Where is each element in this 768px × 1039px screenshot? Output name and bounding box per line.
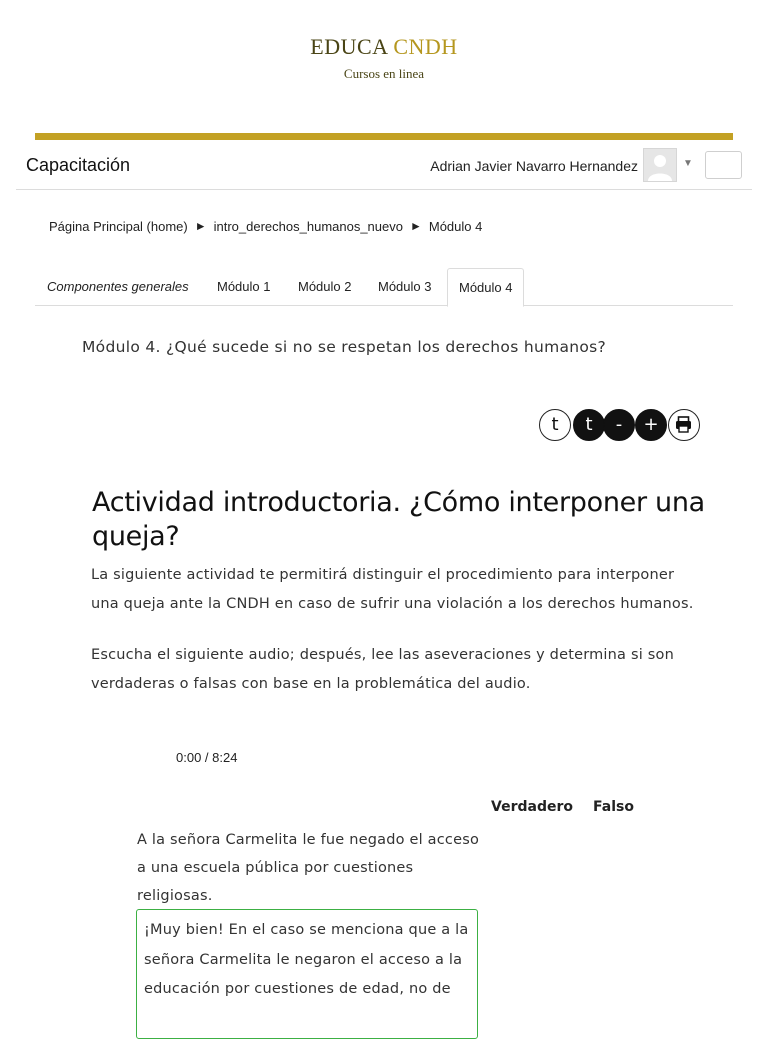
activity-intro-paragraph: La siguiente actividad te permitirá distinguir el procedimiento para interponer una queja ante la CNDH en caso de sufrir una violación a los derechos humanos. <box>91 567 694 612</box>
activity-heading: Actividad introductoria. ¿Cómo interponer una queja? <box>92 487 705 552</box>
nav-menu-button[interactable] <box>705 151 742 179</box>
breadcrumb-current[interactable]: Módulo 4 <box>428 219 483 234</box>
breadcrumb-course[interactable]: intro_derechos_humanos_nuevo <box>213 219 403 234</box>
accessibility-toolbar <box>539 409 703 443</box>
text-decrease-icon[interactable]: t <box>539 409 571 441</box>
tab-modulo-3[interactable]: Módulo 3 <box>378 279 432 294</box>
column-verdadero: Verdadero <box>491 799 573 815</box>
module-tabs <box>35 268 733 306</box>
text-increase-icon[interactable]: t <box>573 409 605 441</box>
breadcrumb-separator-icon: ► <box>409 219 422 233</box>
breadcrumb <box>49 219 482 234</box>
feedback-correct-box <box>136 909 478 1039</box>
brand-word-educa: EDUCA <box>310 34 388 59</box>
navbar-title[interactable]: Capacitación <box>26 155 131 175</box>
feedback-text: ¡Muy bien! En el caso se menciona que a la señora Carmelita le negaron el acceso a la educación por cuestiones de edad, no de <box>144 922 469 997</box>
breadcrumb-home[interactable]: Página Principal (home) <box>49 219 188 234</box>
breadcrumb-separator-icon: ► <box>194 219 207 233</box>
print-icon[interactable] <box>668 409 700 441</box>
tab-modulo-4[interactable]: Módulo 4 <box>447 268 524 307</box>
zoom-in-icon[interactable]: + <box>635 409 667 441</box>
user-name[interactable]: Adrian Javier Navarro Hernandez <box>430 158 638 174</box>
module-title: Módulo 4. ¿Qué sucede si no se respetan los derechos humanos? <box>82 338 607 356</box>
site-brand[interactable] <box>0 34 768 60</box>
tab-modulo-1[interactable]: Módulo 1 <box>217 279 271 294</box>
user-avatar-icon[interactable] <box>643 148 677 182</box>
column-falso: Falso <box>593 799 634 815</box>
site-tagline: Cursos en linea <box>343 66 425 81</box>
statement-1: A la señora Carmelita le fue negado el acceso a una escuela pública por cuestiones religiosas. <box>137 832 480 904</box>
audio-player-time[interactable]: 0:00 / 8:24 <box>176 750 238 765</box>
navbar-divider <box>16 189 752 190</box>
tab-componentes-generales[interactable]: Componentes generales <box>47 279 189 294</box>
tab-modulo-2[interactable]: Módulo 2 <box>298 279 352 294</box>
zoom-out-icon[interactable]: - <box>603 409 635 441</box>
activity-instructions-paragraph: Escucha el siguiente audio; después, lee las aseveraciones y determina si son verdaderas o falsas con base en la problemática del audio. <box>91 647 674 692</box>
header-gold-bar <box>35 133 733 140</box>
brand-word-cndh: CNDH <box>393 34 458 59</box>
user-menu-caret-icon[interactable]: ▼ <box>683 158 693 169</box>
